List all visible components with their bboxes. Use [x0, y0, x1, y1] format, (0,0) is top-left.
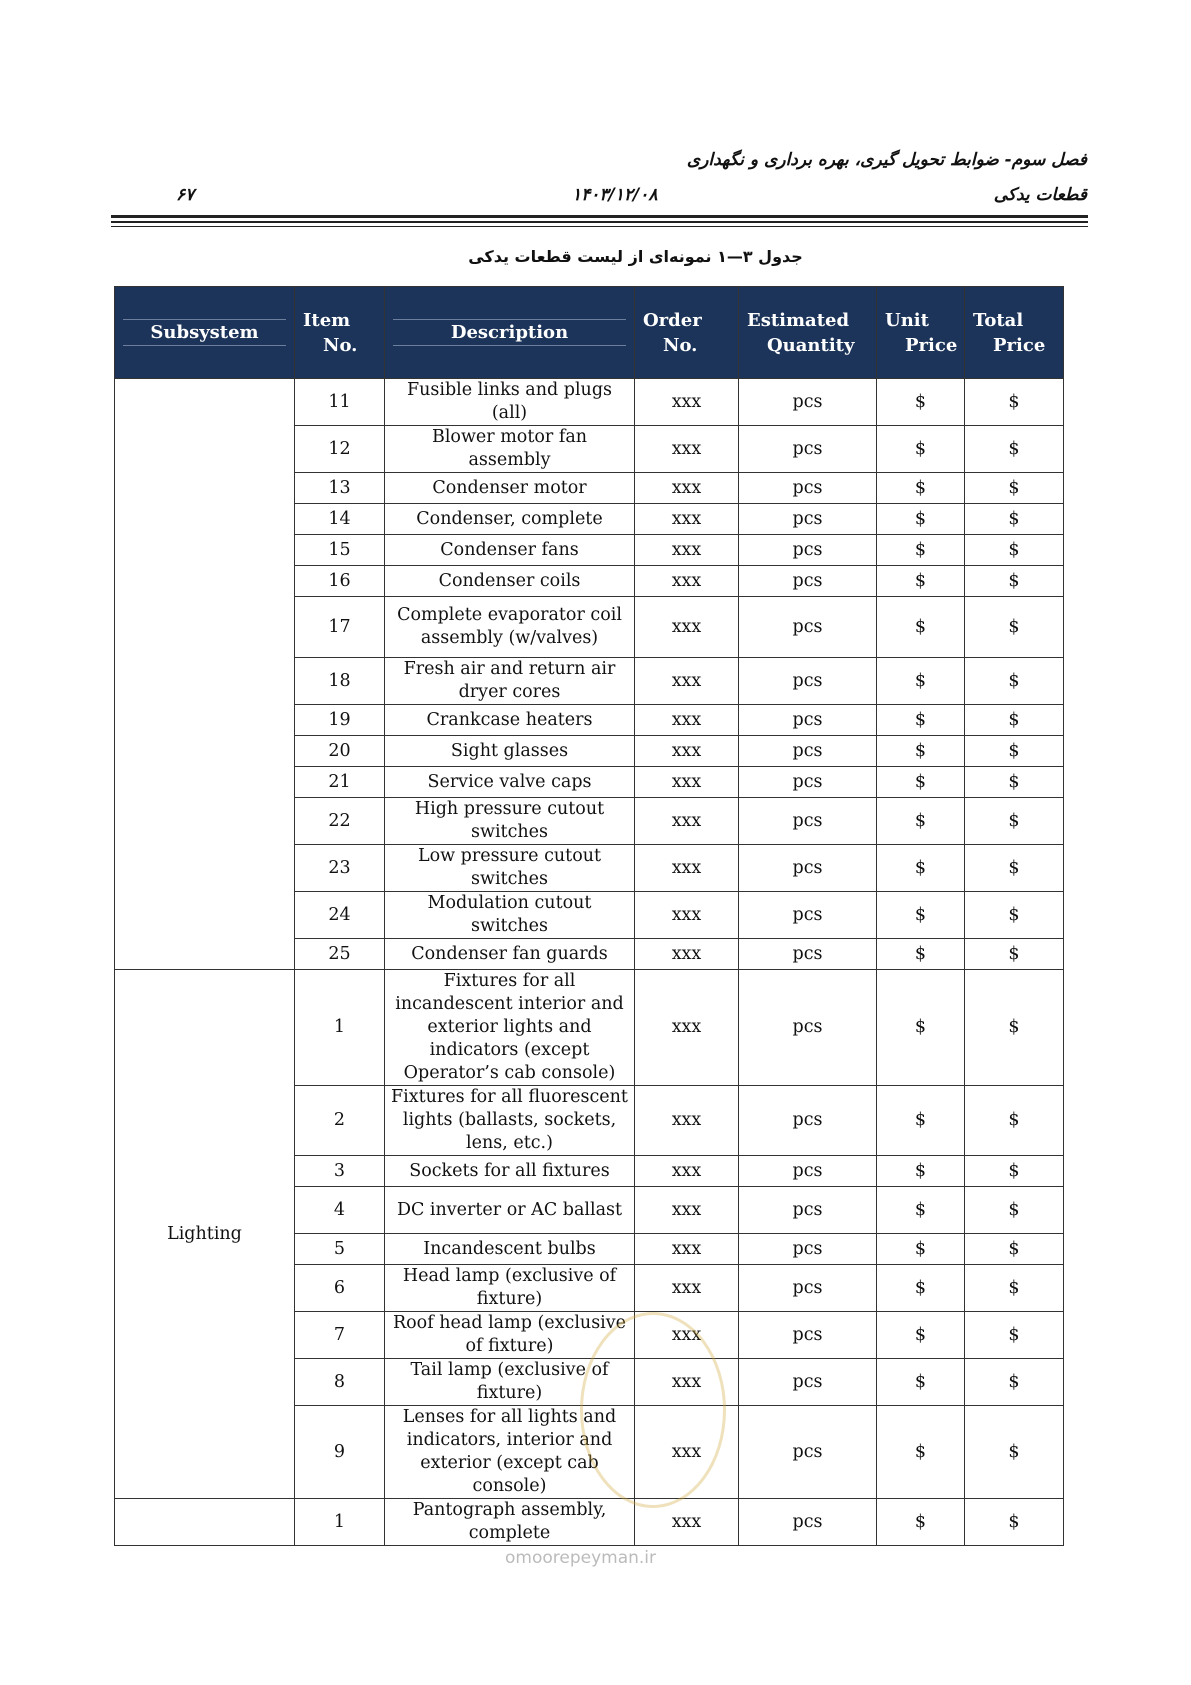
- description-cell: Low pressure cutout switches: [385, 845, 635, 892]
- description-cell: Fixtures for all incandescent interior and exterior lights and indicators (except Operator’s cab console): [385, 970, 635, 1086]
- total-price-cell: $: [965, 426, 1064, 473]
- unit-price-cell: $: [877, 473, 965, 504]
- order-no-cell: xxx: [635, 1359, 739, 1406]
- item-no-cell: 22: [295, 798, 385, 845]
- item-no-cell: 11: [295, 379, 385, 426]
- estimated-quantity-cell: pcs: [739, 1312, 877, 1359]
- item-no-cell: 8: [295, 1359, 385, 1406]
- spare-parts-table: [114, 286, 1064, 1546]
- order-no-cell: xxx: [635, 798, 739, 845]
- order-no-cell: xxx: [635, 1406, 739, 1499]
- total-price-cell: $: [965, 473, 1064, 504]
- estimated-quantity-cell: pcs: [739, 1234, 877, 1265]
- subsystem-cell: Lighting: [115, 970, 295, 1499]
- description-cell: Head lamp (exclusive of fixture): [385, 1265, 635, 1312]
- table-row: [115, 379, 1064, 426]
- estimated-quantity-cell: pcs: [739, 1265, 877, 1312]
- item-no-cell: 1: [295, 1499, 385, 1546]
- item-no-cell: 13: [295, 473, 385, 504]
- unit-price-cell: $: [877, 1156, 965, 1187]
- total-price-cell: $: [965, 767, 1064, 798]
- total-price-cell: $: [965, 597, 1064, 658]
- estimated-quantity-cell: pcs: [739, 379, 877, 426]
- unit-price-cell: $: [877, 767, 965, 798]
- description-cell: Condenser coils: [385, 566, 635, 597]
- column-header-subsystem: Subsystem: [115, 287, 295, 379]
- item-no-cell: 21: [295, 767, 385, 798]
- total-price-cell: $: [965, 1156, 1064, 1187]
- header-rule: [111, 226, 1088, 227]
- item-no-cell: 5: [295, 1234, 385, 1265]
- unit-price-cell: $: [877, 504, 965, 535]
- order-no-cell: xxx: [635, 1312, 739, 1359]
- header-rule: [111, 215, 1088, 218]
- description-cell: Fixtures for all fluorescent lights (ballasts, sockets, lens, etc.): [385, 1086, 635, 1156]
- watermark-seal: [580, 1312, 726, 1508]
- page-number: ۶۷: [176, 185, 195, 205]
- estimated-quantity-cell: pcs: [739, 939, 877, 970]
- unit-price-cell: $: [877, 1406, 965, 1499]
- estimated-quantity-cell: pcs: [739, 426, 877, 473]
- total-price-cell: $: [965, 736, 1064, 767]
- order-no-cell: xxx: [635, 1086, 739, 1156]
- item-no-cell: 20: [295, 736, 385, 767]
- table-header-row: [115, 287, 1064, 379]
- total-price-cell: $: [965, 845, 1064, 892]
- item-no-cell: 1: [295, 970, 385, 1086]
- item-no-cell: 9: [295, 1406, 385, 1499]
- unit-price-cell: $: [877, 1312, 965, 1359]
- total-price-cell: $: [965, 1234, 1064, 1265]
- description-cell: Fusible links and plugs (all): [385, 379, 635, 426]
- description-cell: Sight glasses: [385, 736, 635, 767]
- order-no-cell: xxx: [635, 939, 739, 970]
- description-cell: Roof head lamp (exclusive of fixture): [385, 1312, 635, 1359]
- description-cell: Condenser fan guards: [385, 939, 635, 970]
- estimated-quantity-cell: pcs: [739, 1406, 877, 1499]
- estimated-quantity-cell: pcs: [739, 1187, 877, 1234]
- total-price-cell: $: [965, 798, 1064, 845]
- order-no-cell: xxx: [635, 1499, 739, 1546]
- total-price-cell: $: [965, 1265, 1064, 1312]
- order-no-cell: xxx: [635, 379, 739, 426]
- unit-price-cell: $: [877, 939, 965, 970]
- item-no-cell: 7: [295, 1312, 385, 1359]
- total-price-cell: $: [965, 658, 1064, 705]
- estimated-quantity-cell: pcs: [739, 504, 877, 535]
- column-header-item-no: Item No.: [295, 287, 385, 379]
- header-rule: [111, 221, 1088, 223]
- table-caption: جدول ۳—۱ نمونه‌ای از لیست قطعات یدکی: [468, 247, 803, 266]
- estimated-quantity-cell: pcs: [739, 705, 877, 736]
- unit-price-cell: $: [877, 892, 965, 939]
- description-cell: Service valve caps: [385, 767, 635, 798]
- unit-price-cell: $: [877, 845, 965, 892]
- total-price-cell: $: [965, 939, 1064, 970]
- item-no-cell: 12: [295, 426, 385, 473]
- order-no-cell: xxx: [635, 426, 739, 473]
- estimated-quantity-cell: pcs: [739, 658, 877, 705]
- description-cell: Lenses for all lights and indicators, interior and exterior (except cab console): [385, 1406, 635, 1499]
- order-no-cell: xxx: [635, 1265, 739, 1312]
- description-cell: Condenser, complete: [385, 504, 635, 535]
- order-no-cell: xxx: [635, 1187, 739, 1234]
- column-header-order-no: Order No.: [635, 287, 739, 379]
- unit-price-cell: $: [877, 1187, 965, 1234]
- unit-price-cell: $: [877, 658, 965, 705]
- unit-price-cell: $: [877, 566, 965, 597]
- estimated-quantity-cell: pcs: [739, 1156, 877, 1187]
- total-price-cell: $: [965, 892, 1064, 939]
- item-no-cell: 15: [295, 535, 385, 566]
- column-header-unit-price: Unit Price: [877, 287, 965, 379]
- item-no-cell: 6: [295, 1265, 385, 1312]
- item-no-cell: 19: [295, 705, 385, 736]
- item-no-cell: 18: [295, 658, 385, 705]
- item-no-cell: 25: [295, 939, 385, 970]
- description-cell: Condenser fans: [385, 535, 635, 566]
- order-no-cell: xxx: [635, 597, 739, 658]
- unit-price-cell: $: [877, 798, 965, 845]
- estimated-quantity-cell: pcs: [739, 767, 877, 798]
- total-price-cell: $: [965, 1086, 1064, 1156]
- order-no-cell: xxx: [635, 705, 739, 736]
- estimated-quantity-cell: pcs: [739, 970, 877, 1086]
- order-no-cell: xxx: [635, 970, 739, 1086]
- description-cell: Blower motor fan assembly: [385, 426, 635, 473]
- column-header-total-price: Total Price: [965, 287, 1064, 379]
- chapter-title: فصل سوم- ضوابط تحویل گیری، بهره برداری و نگهداری: [686, 150, 1087, 170]
- description-cell: Complete evaporator coil assembly (w/valves): [385, 597, 635, 658]
- column-header-estimated-quantity: Estimated Quantity: [739, 287, 877, 379]
- order-no-cell: xxx: [635, 1156, 739, 1187]
- description-cell: Tail lamp (exclusive of fixture): [385, 1359, 635, 1406]
- total-price-cell: $: [965, 1406, 1064, 1499]
- estimated-quantity-cell: pcs: [739, 535, 877, 566]
- description-cell: Modulation cutout switches: [385, 892, 635, 939]
- unit-price-cell: $: [877, 1265, 965, 1312]
- table-row: [115, 970, 1064, 1086]
- total-price-cell: $: [965, 504, 1064, 535]
- item-no-cell: 3: [295, 1156, 385, 1187]
- order-no-cell: xxx: [635, 845, 739, 892]
- item-no-cell: 14: [295, 504, 385, 535]
- order-no-cell: xxx: [635, 767, 739, 798]
- unit-price-cell: $: [877, 1086, 965, 1156]
- estimated-quantity-cell: pcs: [739, 1086, 877, 1156]
- description-cell: Incandescent bulbs: [385, 1234, 635, 1265]
- unit-price-cell: $: [877, 736, 965, 767]
- order-no-cell: xxx: [635, 658, 739, 705]
- description-cell: High pressure cutout switches: [385, 798, 635, 845]
- subsystem-cell: [115, 1499, 295, 1546]
- total-price-cell: $: [965, 1359, 1064, 1406]
- estimated-quantity-cell: pcs: [739, 473, 877, 504]
- description-cell: Fresh air and return air dryer cores: [385, 658, 635, 705]
- unit-price-cell: $: [877, 1359, 965, 1406]
- item-no-cell: 24: [295, 892, 385, 939]
- watermark-text: omoorepeyman.ir: [505, 1548, 657, 1568]
- unit-price-cell: $: [877, 705, 965, 736]
- total-price-cell: $: [965, 379, 1064, 426]
- estimated-quantity-cell: pcs: [739, 736, 877, 767]
- description-cell: Crankcase heaters: [385, 705, 635, 736]
- order-no-cell: xxx: [635, 504, 739, 535]
- item-no-cell: 2: [295, 1086, 385, 1156]
- column-header-description: Description: [385, 287, 635, 379]
- description-cell: Pantograph assembly, complete: [385, 1499, 635, 1546]
- description-cell: Sockets for all fixtures: [385, 1156, 635, 1187]
- unit-price-cell: $: [877, 970, 965, 1086]
- unit-price-cell: $: [877, 535, 965, 566]
- subsystem-cell: [115, 379, 295, 970]
- estimated-quantity-cell: pcs: [739, 597, 877, 658]
- order-no-cell: xxx: [635, 473, 739, 504]
- total-price-cell: $: [965, 970, 1064, 1086]
- total-price-cell: $: [965, 1187, 1064, 1234]
- total-price-cell: $: [965, 705, 1064, 736]
- table-row: [115, 1499, 1064, 1546]
- order-no-cell: xxx: [635, 1234, 739, 1265]
- total-price-cell: $: [965, 1312, 1064, 1359]
- unit-price-cell: $: [877, 379, 965, 426]
- item-no-cell: 4: [295, 1187, 385, 1234]
- description-cell: DC inverter or AC ballast: [385, 1187, 635, 1234]
- order-no-cell: xxx: [635, 736, 739, 767]
- order-no-cell: xxx: [635, 892, 739, 939]
- total-price-cell: $: [965, 1499, 1064, 1546]
- total-price-cell: $: [965, 566, 1064, 597]
- unit-price-cell: $: [877, 1499, 965, 1546]
- estimated-quantity-cell: pcs: [739, 845, 877, 892]
- order-no-cell: xxx: [635, 566, 739, 597]
- unit-price-cell: $: [877, 426, 965, 473]
- total-price-cell: $: [965, 535, 1064, 566]
- document-date: ۱۴۰۳/۱۲/۰۸: [572, 185, 658, 205]
- section-title: قطعات یدکی: [993, 185, 1087, 205]
- estimated-quantity-cell: pcs: [739, 1359, 877, 1406]
- estimated-quantity-cell: pcs: [739, 566, 877, 597]
- item-no-cell: 23: [295, 845, 385, 892]
- unit-price-cell: $: [877, 597, 965, 658]
- estimated-quantity-cell: pcs: [739, 798, 877, 845]
- item-no-cell: 17: [295, 597, 385, 658]
- description-cell: Condenser motor: [385, 473, 635, 504]
- estimated-quantity-cell: pcs: [739, 1499, 877, 1546]
- estimated-quantity-cell: pcs: [739, 892, 877, 939]
- order-no-cell: xxx: [635, 535, 739, 566]
- item-no-cell: 16: [295, 566, 385, 597]
- unit-price-cell: $: [877, 1234, 965, 1265]
